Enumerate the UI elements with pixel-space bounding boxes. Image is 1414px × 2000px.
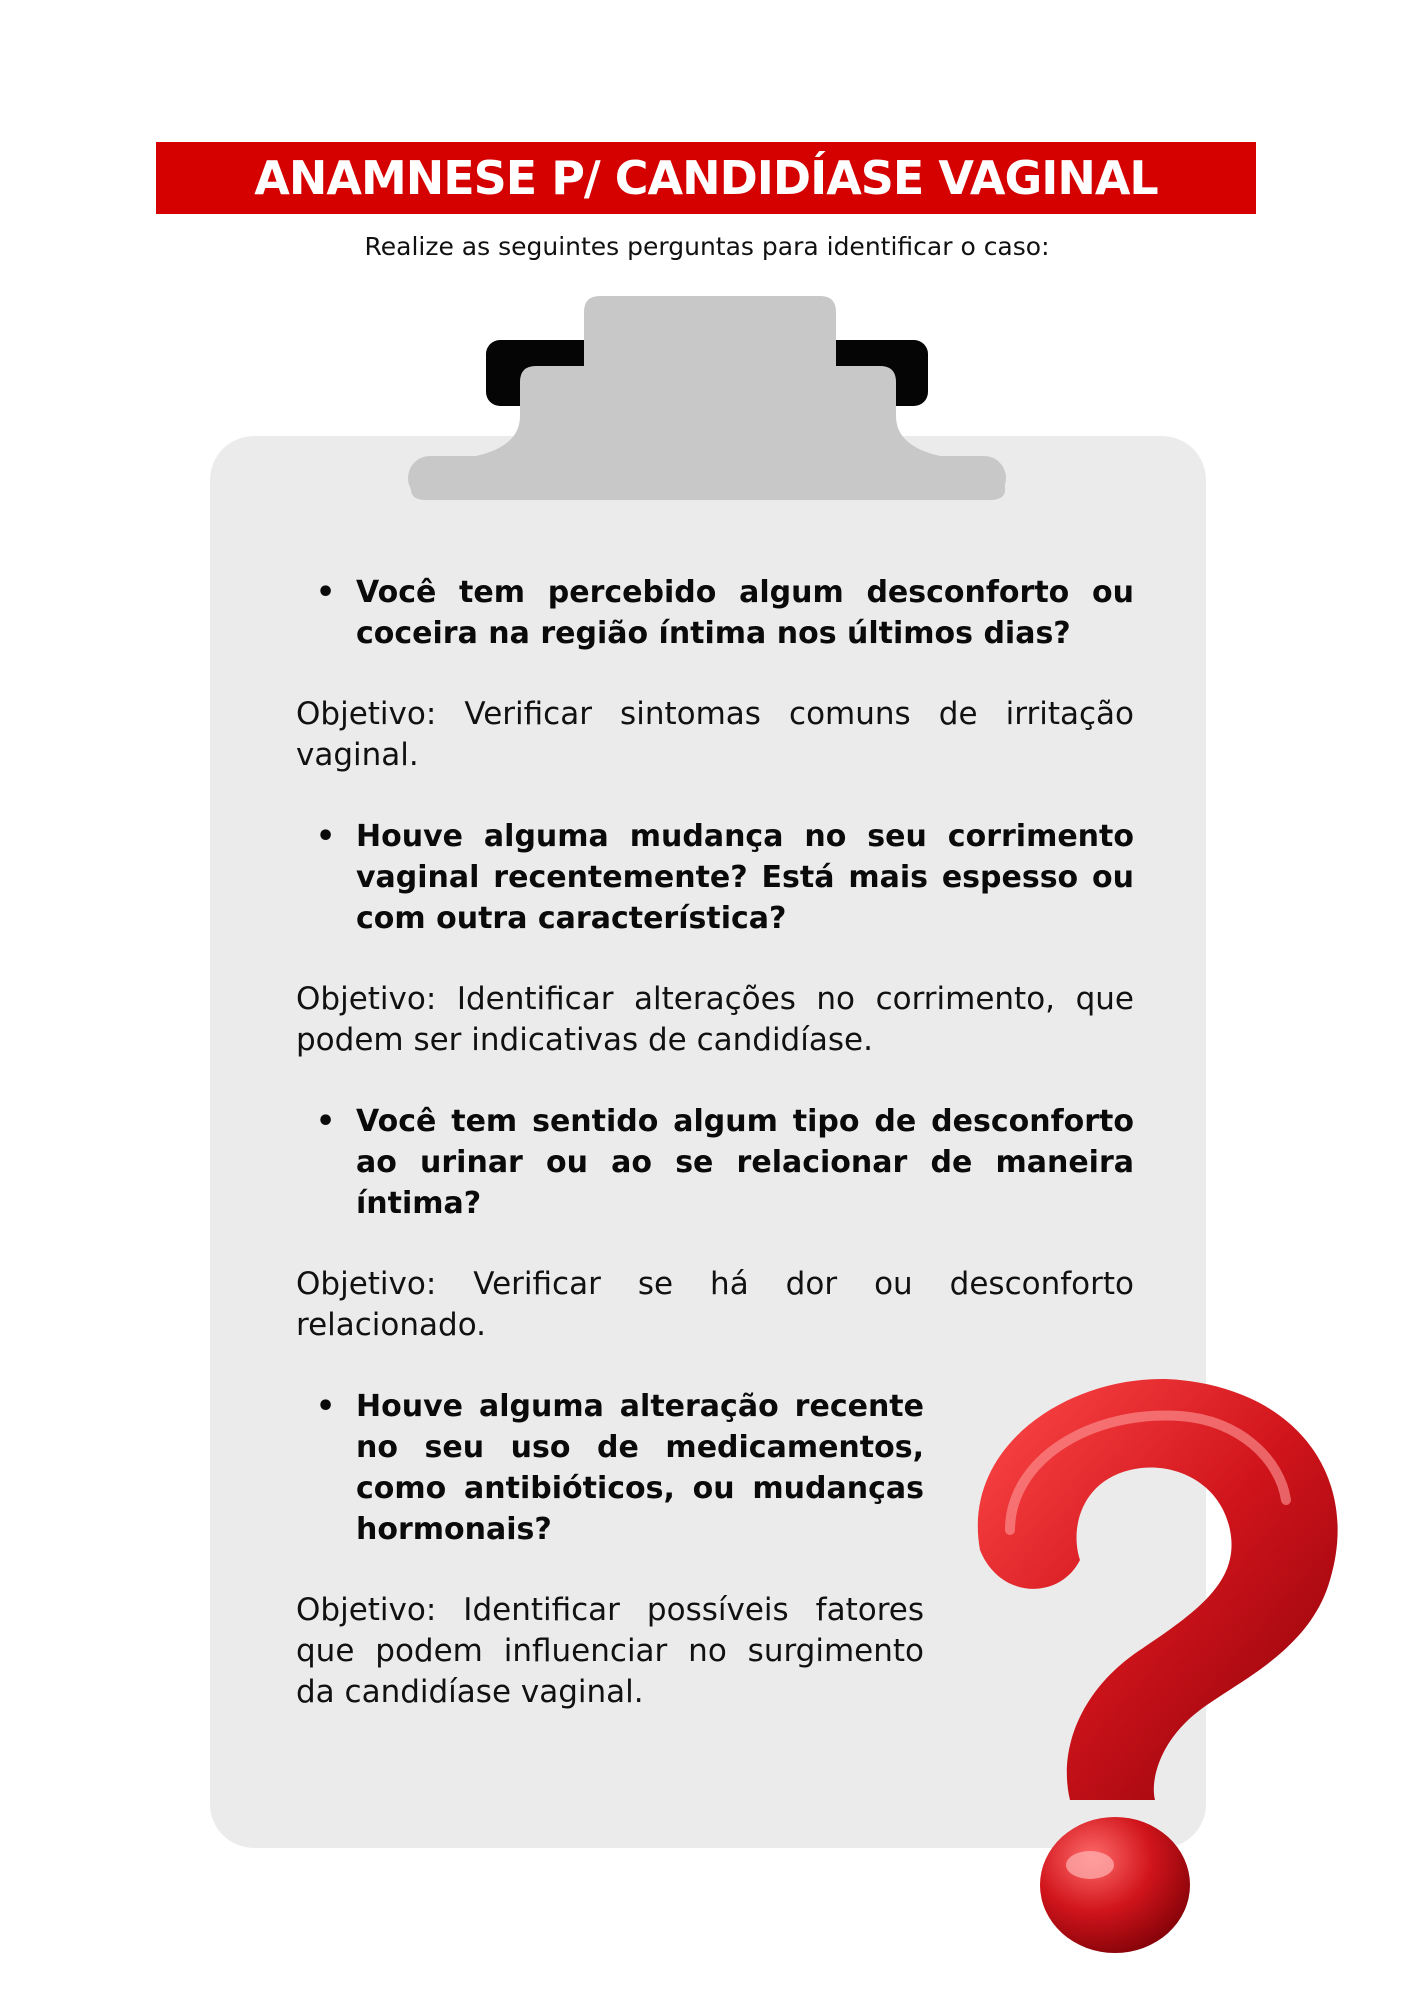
question-text: Você tem sentido algum tipo de desconforto ao urinar ou ao se relacionar de maneira íntima? [356, 1104, 1134, 1221]
bullet-icon: • [316, 575, 336, 610]
clipboard-clip-icon [400, 296, 1014, 500]
question-mark-icon [940, 1360, 1360, 1980]
question-item [316, 572, 1134, 654]
list-item [296, 572, 1134, 776]
question-item [316, 1101, 1134, 1224]
bullet-icon: • [316, 819, 336, 854]
objective-text: Objetivo: Verificar sintomas comuns de irritação vaginal. [296, 696, 1134, 773]
objective-text: Objetivo: Identificar possíveis fatores que podem influenciar no surgimento da candidíase vaginal. [296, 1592, 924, 1710]
objective-text: Objetivo: Verificar se há dor ou desconforto relacionado. [296, 1266, 1134, 1343]
list-item [296, 816, 1134, 1061]
page-subtitle: Realize as seguintes perguntas para identificar o caso: [364, 232, 1050, 261]
title-banner [156, 142, 1256, 214]
question-text: Você tem percebido algum desconforto ou coceira na região íntima nos últimos dias? [356, 575, 1134, 651]
question-item [316, 816, 1134, 939]
list-item [296, 1386, 924, 1713]
objective-text: Objetivo: Identificar alterações no corrimento, que podem ser indicativas de candidíase. [296, 981, 1134, 1058]
bullet-icon: • [316, 1104, 336, 1139]
question-item [316, 1386, 924, 1550]
question-text: Houve alguma alteração recente no seu uso de medicamentos, como antibióticos, ou mudanças hormonais? [356, 1389, 924, 1547]
question-text: Houve alguma mudança no seu corrimento vaginal recentemente? Está mais espesso ou com outra característica? [356, 819, 1134, 936]
bullet-icon: • [316, 1389, 336, 1424]
page-title: ANAMNESE P/ CANDIDÍASE VAGINAL [254, 151, 1158, 205]
list-item [296, 1101, 1134, 1346]
